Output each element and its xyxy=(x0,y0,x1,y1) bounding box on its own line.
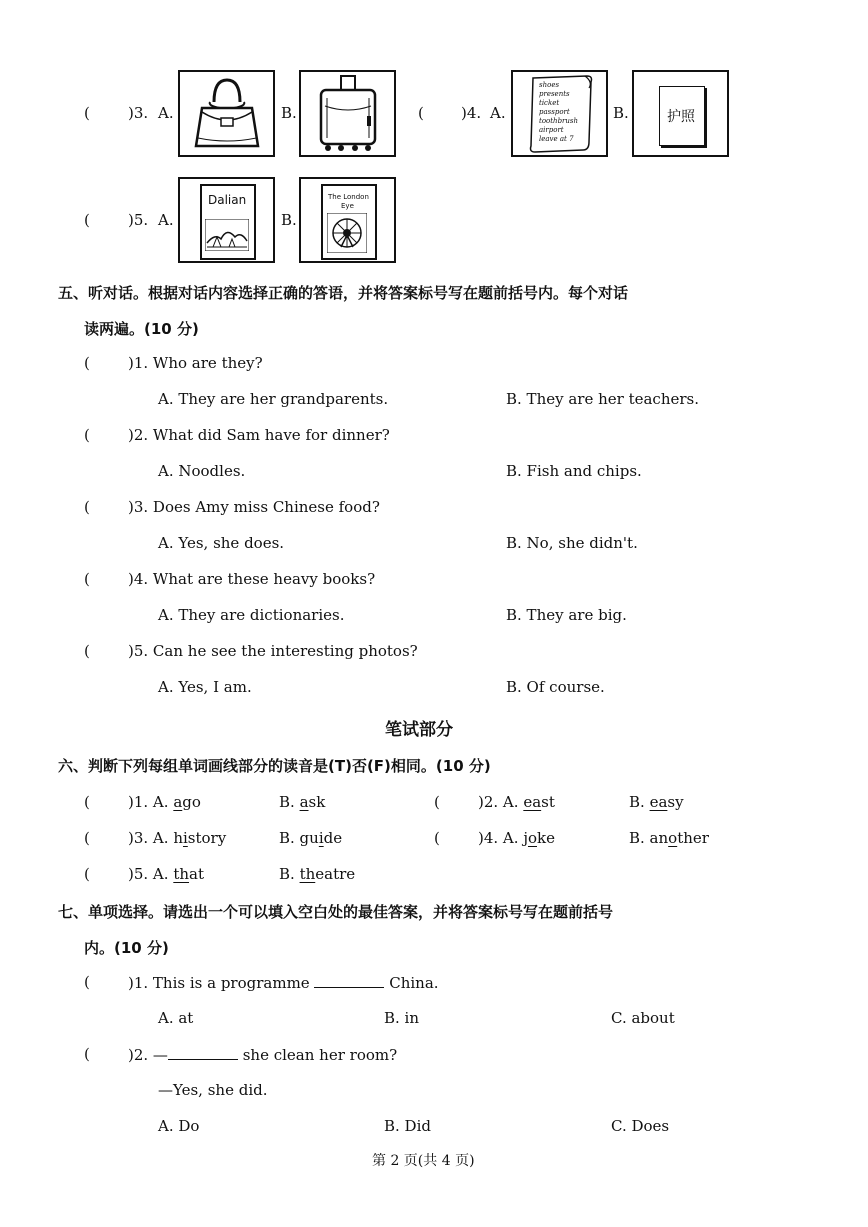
picture-question-num: )3. xyxy=(128,104,149,122)
book-title-line1: The London xyxy=(328,193,369,201)
fill-blank[interactable] xyxy=(168,1045,238,1060)
phonics-word-a: )4. A. joke xyxy=(478,829,555,847)
option-a[interactable]: A. at xyxy=(158,1009,194,1027)
dalian-book-picture xyxy=(178,177,275,263)
option-b[interactable]: B. They are big. xyxy=(506,606,627,624)
answer-paren-left[interactable]: ( xyxy=(418,104,424,122)
answer-paren-left[interactable]: ( xyxy=(84,973,90,991)
list-item: passport xyxy=(539,108,570,116)
phonics-word-b: B. another xyxy=(629,829,709,847)
question-text: )4. What are these heavy books? xyxy=(128,570,376,588)
ferris-wheel-icon xyxy=(327,213,367,253)
option-b-label: B. xyxy=(613,104,629,122)
answer-paren-left[interactable]: ( xyxy=(84,354,90,372)
phonics-word-a: )5. A. that xyxy=(128,865,204,883)
list-item: shoes xyxy=(539,81,560,89)
answer-paren-left[interactable]: ( xyxy=(84,104,90,122)
question-text: )1. This is a programme China. xyxy=(128,974,439,992)
question-text: )2. What did Sam have for dinner? xyxy=(128,426,390,444)
question-text: )2. — she clean her room? xyxy=(128,1046,398,1064)
answer-paren-left[interactable]: ( xyxy=(84,570,90,588)
handbag-picture xyxy=(178,70,275,157)
written-part-heading: 笔试部分 xyxy=(385,720,453,740)
packing-list-picture xyxy=(511,70,608,157)
list-item: airport xyxy=(539,126,564,134)
list-item: leave at 7 xyxy=(539,135,574,143)
option-a[interactable]: A. Do xyxy=(158,1117,200,1135)
answer-paren-left[interactable]: ( xyxy=(84,211,90,229)
book-title: Dalian xyxy=(208,193,247,207)
answer-paren-left[interactable]: ( xyxy=(434,793,440,811)
passport-label: 护照 xyxy=(667,109,695,125)
option-b[interactable]: B. Of course. xyxy=(506,678,605,696)
handbag-icon xyxy=(180,72,273,155)
answer-paren-left[interactable]: ( xyxy=(84,793,90,811)
option-a[interactable]: A. Yes, she does. xyxy=(158,534,285,552)
answer-paren-left[interactable]: ( xyxy=(84,829,90,847)
phonics-word-b: B. guide xyxy=(279,829,343,847)
answer-paren-left[interactable]: ( xyxy=(84,642,90,660)
suitcase-icon xyxy=(301,72,394,155)
option-b-label: B. xyxy=(281,211,297,229)
list-item: presents xyxy=(539,90,570,98)
dialogue-reply: —Yes, she did. xyxy=(158,1081,268,1099)
packing-list xyxy=(539,81,578,144)
picture-question-num: )5. xyxy=(128,211,149,229)
option-a-label: A. xyxy=(158,211,174,229)
option-a-label: A. xyxy=(158,104,174,122)
section-7-title-cont: 内。(10 分) xyxy=(84,939,169,957)
option-a[interactable]: A. Yes, I am. xyxy=(158,678,252,696)
phonics-word-b: B. easy xyxy=(629,793,684,811)
section-5-title: 五、听对话。根据对话内容选择正确的答语，并将答案标号写在题前括号内。每个对话 xyxy=(58,284,629,302)
answer-paren-left[interactable]: ( xyxy=(84,426,90,444)
option-a[interactable]: A. They are her grandparents. xyxy=(158,390,389,408)
answer-paren-left[interactable]: ( xyxy=(84,498,90,516)
passport-picture xyxy=(632,70,729,157)
option-b[interactable]: B. No, she didn't. xyxy=(506,534,638,552)
option-c[interactable]: C. Does xyxy=(611,1117,670,1135)
section-6-title: 六、判断下列每组单词画线部分的读音是(T)否(F)相同。(10 分) xyxy=(58,757,491,775)
option-b[interactable]: B. They are her teachers. xyxy=(506,390,700,408)
option-a[interactable]: A. They are dictionaries. xyxy=(158,606,345,624)
option-c[interactable]: C. about xyxy=(611,1009,675,1027)
option-b[interactable]: B. Did xyxy=(384,1117,431,1135)
option-a[interactable]: A. Noodles. xyxy=(158,462,246,480)
section-5-title-cont: 读两遍。(10 分) xyxy=(84,320,199,338)
option-b-label: B. xyxy=(281,104,297,122)
page-footer: 第 2 页(共 4 页) xyxy=(372,1153,475,1169)
answer-paren-left[interactable]: ( xyxy=(84,1045,90,1063)
question-text: )3. Does Amy miss Chinese food? xyxy=(128,498,380,516)
answer-paren-left[interactable]: ( xyxy=(434,829,440,847)
question-text: )5. Can he see the interesting photos? xyxy=(128,642,418,660)
book-title-line2: Eye xyxy=(341,202,354,210)
phonics-word-a: )3. A. history xyxy=(128,829,227,847)
phonics-word-a: )2. A. east xyxy=(478,793,555,811)
phonics-word-a: )1. A. ago xyxy=(128,793,201,811)
picture-question-num: )4. xyxy=(461,104,482,122)
option-b[interactable]: B. in xyxy=(384,1009,420,1027)
section-7-title: 七、单项选择。请选出一个可以填入空白处的最佳答案，并将答案标号写在题前括号 xyxy=(58,903,614,921)
suitcase-picture xyxy=(299,70,396,157)
option-b[interactable]: B. Fish and chips. xyxy=(506,462,642,480)
landscape-icon xyxy=(205,219,249,251)
fill-blank[interactable] xyxy=(314,973,384,988)
list-item: toothbrush xyxy=(539,117,578,125)
answer-paren-left[interactable]: ( xyxy=(84,865,90,883)
list-item: ticket xyxy=(539,99,560,107)
option-a-label: A. xyxy=(490,104,506,122)
london-eye-book-picture xyxy=(299,177,396,263)
phonics-word-b: B. theatre xyxy=(279,865,356,883)
question-text: )1. Who are they? xyxy=(128,354,263,372)
phonics-word-b: B. ask xyxy=(279,793,326,811)
